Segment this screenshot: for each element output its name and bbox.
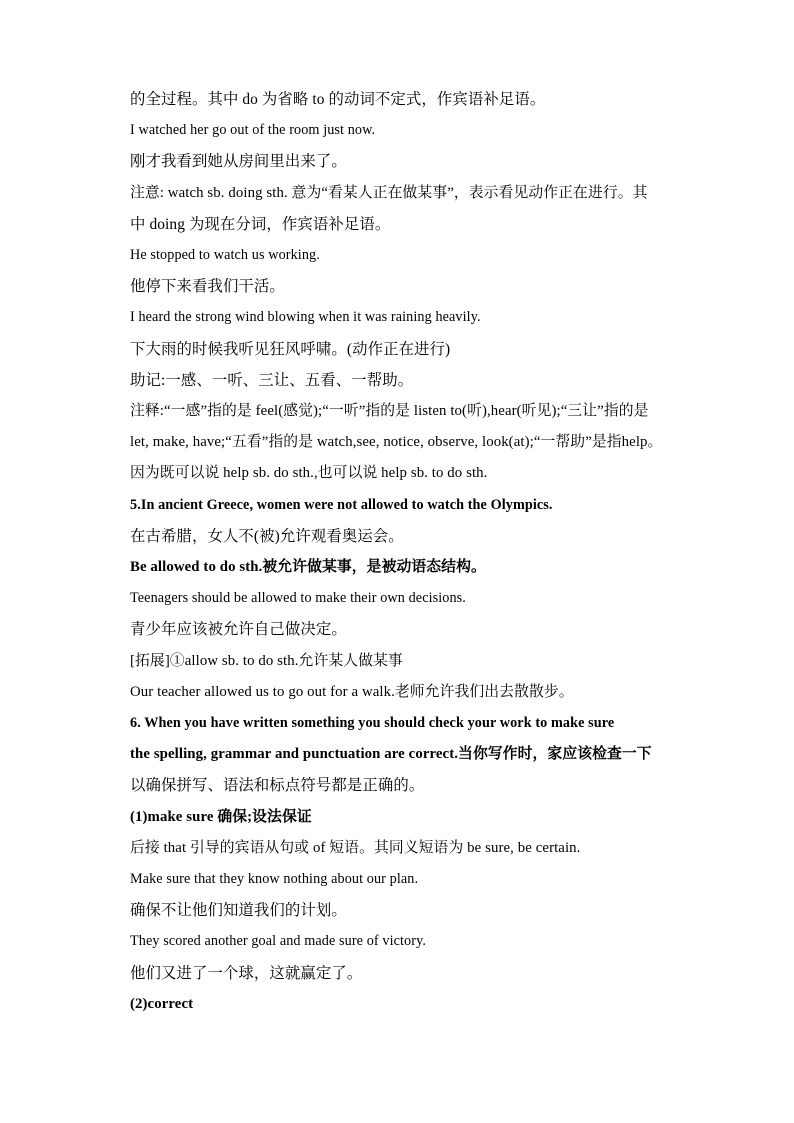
text-line: 他停下来看我们干活。 — [130, 278, 285, 296]
text-line: He stopped to watch us working. — [130, 247, 320, 264]
text-line: Be allowed to do sth.被允许做某事，是被动语态结构。 — [130, 559, 486, 576]
text-line: 刚才我看到她从房间里出来了。 — [130, 153, 347, 171]
text-line: I watched her go out of the room just now. — [130, 122, 376, 139]
text-line: 以确保拼写、语法和标点符号都是正确的。 — [130, 777, 425, 795]
text-line: 后接 that 引导的宾语从句或 of 短语。其同义短语为 be sure, be certain. — [130, 839, 581, 856]
text-line: Our teacher allowed us to go out for a walk.老师允许我们出去散散步。 — [130, 683, 574, 700]
text-line: 在古希腊，女人不(被)允许观看奥运会。 — [130, 527, 404, 545]
text-line: (1)make sure 确保;设法保证 — [130, 808, 312, 825]
text-line: 注意: watch sb. doing sth. 意为“看某人正在做某事”，表示看见动作正在进行。其 — [130, 184, 648, 201]
text-line: I heard the strong wind blowing when it was raining heavily. — [130, 309, 481, 326]
text-line: 助记:一感、一听、三让、五看、一帮助。 — [130, 371, 414, 389]
text-line: 注释:“一感”指的是 feel(感觉);“一听”指的是 listen to(听),hear(听见);“三让”指的是 — [130, 403, 649, 420]
text-line: 确保不让他们知道我们的计划。 — [130, 902, 347, 920]
document-body — [130, 84, 670, 1020]
text-line: [拓展]①allow sb. to do sth.允许某人做某事 — [130, 652, 403, 669]
text-line: 6. When you have written something you should check your work to make sure — [130, 715, 615, 732]
text-line: 因为既可以说 help sb. do sth.,也可以说 help sb. to do sth. — [130, 465, 488, 482]
text-line: Make sure that they know nothing about our plan. — [130, 871, 419, 888]
text-line: 的全过程。其中 do 为省略 to 的动词不定式，作宾语补足语。 — [130, 91, 546, 108]
text-line: 中 doing 为现在分词，作宾语补足语。 — [130, 215, 391, 233]
text-line: (2)correct — [130, 995, 194, 1012]
text-line: 5.In ancient Greece, women were not allowed to watch the Olympics. — [130, 496, 553, 513]
text-line: 他们又进了一个球，这就赢定了。 — [130, 964, 363, 982]
text-line: 青少年应该被允许自己做决定。 — [130, 621, 347, 639]
text-line: They scored another goal and made sure of victory. — [130, 933, 426, 950]
text-line: the spelling, grammar and punctuation are correct.当你写作时，家应该检查一下 — [130, 746, 652, 763]
text-line: 下大雨的时候我听见狂风呼啸。(动作正在进行) — [130, 340, 451, 358]
text-line: let, make, have;“五看”指的是 watch,see, notice, observe, look(at);“一帮助”是指help。 — [130, 434, 663, 451]
text-line: Teenagers should be allowed to make their own decisions. — [130, 590, 466, 607]
